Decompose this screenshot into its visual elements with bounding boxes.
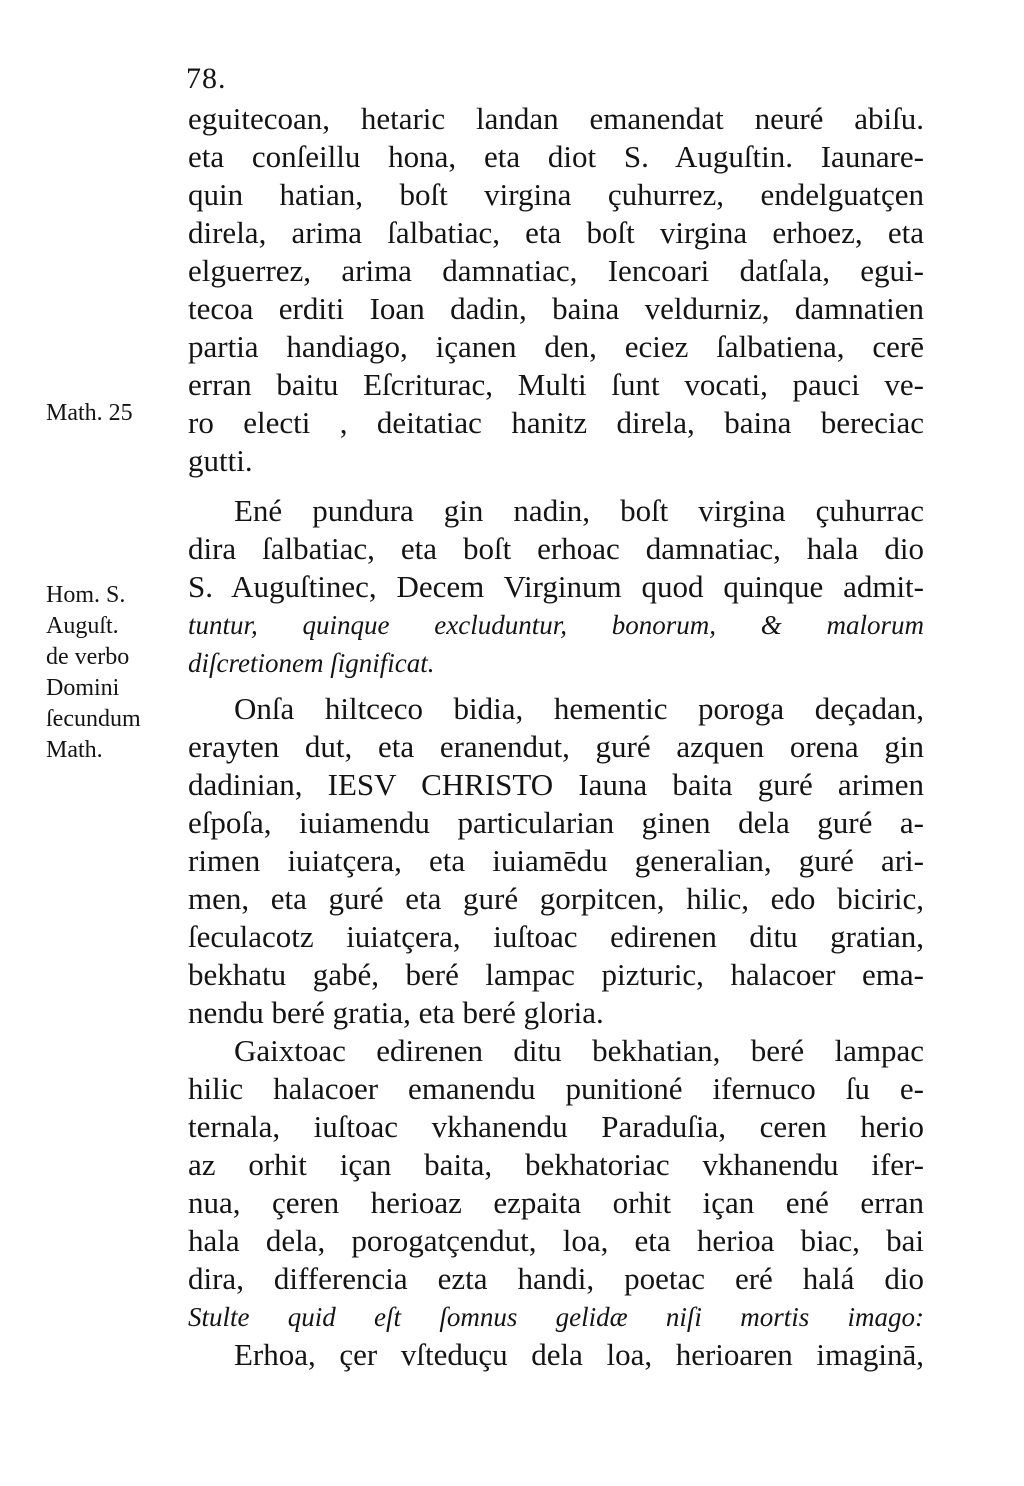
text-line: S. Auguſtinec, Decem Virginum quod quinque admit-	[188, 569, 924, 604]
text-line: ternala, iuſtoac vkhanendu Paraduſia, ceren herio	[188, 1109, 924, 1144]
text-line: erran baitu Eſcriturac, Multi ſunt vocati, pauci ve-	[188, 367, 924, 402]
text-line-latin: Stulte quid eſt ſomnus gelidæ niſi mortis imago:	[188, 1302, 924, 1332]
text-line: Ené pundura gin nadin, boſt virgina çuhurrac	[234, 493, 924, 528]
text-line: hilic halacoer emanendu punitioné ifernuco ſu e-	[188, 1071, 924, 1106]
text-line: bekhatu gabé, beré lampac pizturic, halacoer ema-	[188, 957, 924, 992]
text-line: nua, çeren herioaz ezpaita orhit içan ené erran	[188, 1185, 924, 1220]
text-line: gutti.	[188, 443, 253, 478]
text-line: dira ſalbatiac, eta boſt erhoac damnatiac, hala dio	[188, 531, 924, 566]
text-line: men, eta guré eta guré gorpitcen, hilic, edo biciric,	[188, 881, 924, 916]
text-line-latin: diſcretionem ſignificat.	[188, 648, 435, 678]
text-line: elguerrez, arima damnatiac, Iencoari datſala, egui-	[188, 253, 924, 288]
paragraph-4	[188, 1032, 924, 1374]
text-line-latin: tuntur, quinque excluduntur, bonorum, & malorum	[188, 610, 924, 640]
text-line: Erhoa, çer vſteduçu dela loa, herioaren imaginā,	[234, 1337, 924, 1372]
text-line: direla, arima ſalbatiac, eta boſt virgina erhoez, eta	[188, 215, 924, 250]
text-line: eguitecoan, hetaric landan emanendat neuré abiſu.	[188, 101, 924, 136]
paragraph-1	[188, 100, 924, 480]
text-line: nendu beré gratia, eta beré gloria.	[188, 995, 604, 1030]
text-line: tecoa erditi Ioan dadin, baina veldurniz, damnatien	[188, 291, 924, 326]
text-line: rimen iuiatçera, eta iuiamēdu generalian, guré ari-	[188, 843, 924, 878]
margin-note-math: Math. 25	[46, 400, 133, 426]
paragraph-2	[188, 492, 924, 682]
paragraph-3	[188, 690, 924, 1032]
text-line: quin hatian, boſt virgina çuhurrez, endelguatçen	[188, 177, 924, 212]
text-line: ſeculacotz iuiatçera, iuſtoac edirenen ditu gratian,	[188, 919, 924, 954]
margin-note-augustine: Hom. S. Auguſt. de verbo Domini ſecundum Math.	[46, 582, 141, 763]
text-line: Onſa hiltceco bidia, hementic poroga deçadan,	[234, 691, 924, 726]
text-line: erayten dut, eta eranendut, guré azquen orena gin	[188, 729, 924, 764]
text-line: eta conſeillu hona, eta diot S. Auguſtin. Iaunare-	[188, 139, 924, 174]
text-line: eſpoſa, iuiamendu particularian ginen dela guré a-	[188, 805, 924, 840]
text-line: ro electi , deitatiac hanitz direla, baina bereciac	[188, 405, 924, 440]
text-line: dira, differencia ezta handi, poetac eré halá dio	[188, 1261, 924, 1296]
text-line: partia handiago, içanen den, eciez ſalbatiena, cerē	[188, 329, 924, 364]
text-line: hala dela, porogatçendut, loa, eta herioa biac, bai	[188, 1223, 924, 1258]
text-line: az orhit içan baita, bekhatoriac vkhanendu ifer-	[188, 1147, 924, 1182]
text-line: Gaixtoac edirenen ditu bekhatian, beré lampac	[234, 1033, 924, 1068]
text-line: dadinian, IESV CHRISTO Iauna baita guré arimen	[188, 767, 924, 802]
page-number: 78.	[186, 62, 227, 95]
